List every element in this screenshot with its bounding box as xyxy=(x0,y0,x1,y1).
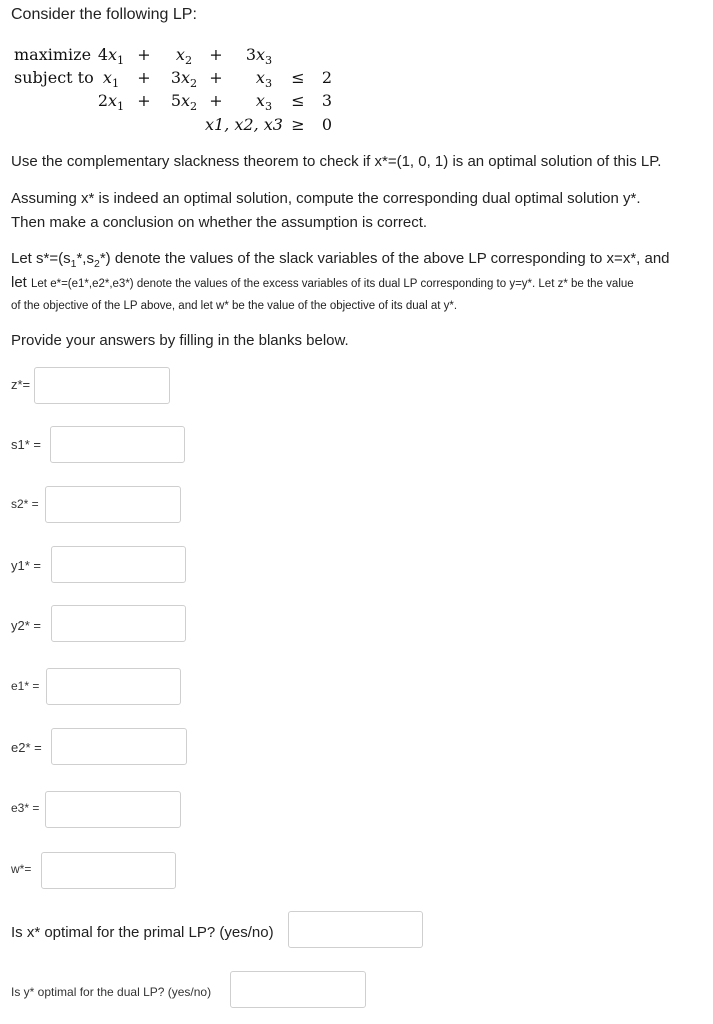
constraint1-relation: ≤ xyxy=(291,68,305,87)
y1-input[interactable] xyxy=(51,546,186,583)
let-word: let xyxy=(11,274,27,291)
s1-label: s1* = xyxy=(11,437,41,452)
x-optimal-input[interactable] xyxy=(288,911,423,948)
constraint2-relation: ≤ xyxy=(291,91,305,110)
paragraph-complementary-slackness: Use the complementary slackness theorem to check if x*=(1, 0, 1) is an optimal solution of this LP. xyxy=(11,153,662,170)
constraint1-rhs: 2 xyxy=(321,68,333,87)
e2-label: e2* = xyxy=(11,740,42,755)
nonneg-vars: x1, x2, x3 xyxy=(205,115,283,134)
constraint-row-1: subject to $x_1$ + $3x_2$ + $x_3$ ≤ 2 xyxy=(14,68,333,91)
e1-label: e1* = xyxy=(11,679,40,693)
w-label: w*= xyxy=(11,862,32,876)
paragraph-excess-definition xyxy=(11,274,634,291)
constraint2-rhs: 3 xyxy=(321,91,333,110)
y1-label: y1* = xyxy=(11,558,41,573)
s2-input[interactable] xyxy=(45,486,181,523)
intro-text: Consider the following LP: xyxy=(11,6,197,23)
x-optimal-question: Is x* optimal for the primal LP? (yes/no) xyxy=(11,924,274,941)
objective-coef-x3: 3 xyxy=(245,45,257,64)
e3-input[interactable] xyxy=(45,791,181,828)
y2-label: y2* = xyxy=(11,618,41,633)
e2-input[interactable] xyxy=(51,728,187,765)
z-input[interactable] xyxy=(34,367,170,404)
paragraph-slack-definition: Let $s*=(s_1*,s_2*)$ denote the values of the slack variables of the above LP corresponding to x=x*, and xyxy=(11,250,670,270)
s1-input[interactable] xyxy=(50,426,185,463)
constraint1-coef-x2: 3 xyxy=(170,68,182,87)
slack-definition-text: denote the values of the slack variables of the above LP corresponding to x=x*, and xyxy=(114,250,670,267)
paragraph-instructions: Provide your answers by filling in the blanks below. xyxy=(11,332,349,349)
excess-definition-text: Let e*=(e1*,e2*,e3*) denote the values of the excess variables of its dual LP corresponding to y=y*. Let z* be the value xyxy=(31,278,634,290)
objective-row: maximize $4x_1$ + $x_2$ + $3x_3$ xyxy=(14,45,273,68)
objective-coef-x1: 4 xyxy=(97,45,109,64)
nonneg-rhs: 0 xyxy=(321,115,333,134)
s2-label: s2* = xyxy=(11,497,39,511)
e3-label: e3* = xyxy=(11,801,40,815)
paragraph-conclusion: Then make a conclusion on whether the assumption is correct. xyxy=(11,214,428,231)
paragraph-assuming: Assuming x* is indeed an optimal solution, compute the corresponding dual optimal solution y*. xyxy=(11,190,641,207)
y-optimal-input[interactable] xyxy=(230,971,366,1008)
e1-input[interactable] xyxy=(46,668,181,705)
z-label: z*= xyxy=(11,377,31,392)
constraint2-coef-x2: 5 xyxy=(170,91,182,110)
y-optimal-question: Is y* optimal for the dual LP? (yes/no) xyxy=(11,985,212,999)
constraint2-coef-x1: 2 xyxy=(97,91,109,110)
nonneg-relation: ≥ xyxy=(291,115,305,134)
paragraph-objective-definition: of the objective of the LP above, and let w* be the value of the objective of its dual at y*. xyxy=(11,300,458,312)
maximize-keyword: maximize xyxy=(14,45,92,64)
w-input[interactable] xyxy=(41,852,176,889)
y2-input[interactable] xyxy=(51,605,186,642)
subject-to-keyword: subject to xyxy=(14,68,94,87)
